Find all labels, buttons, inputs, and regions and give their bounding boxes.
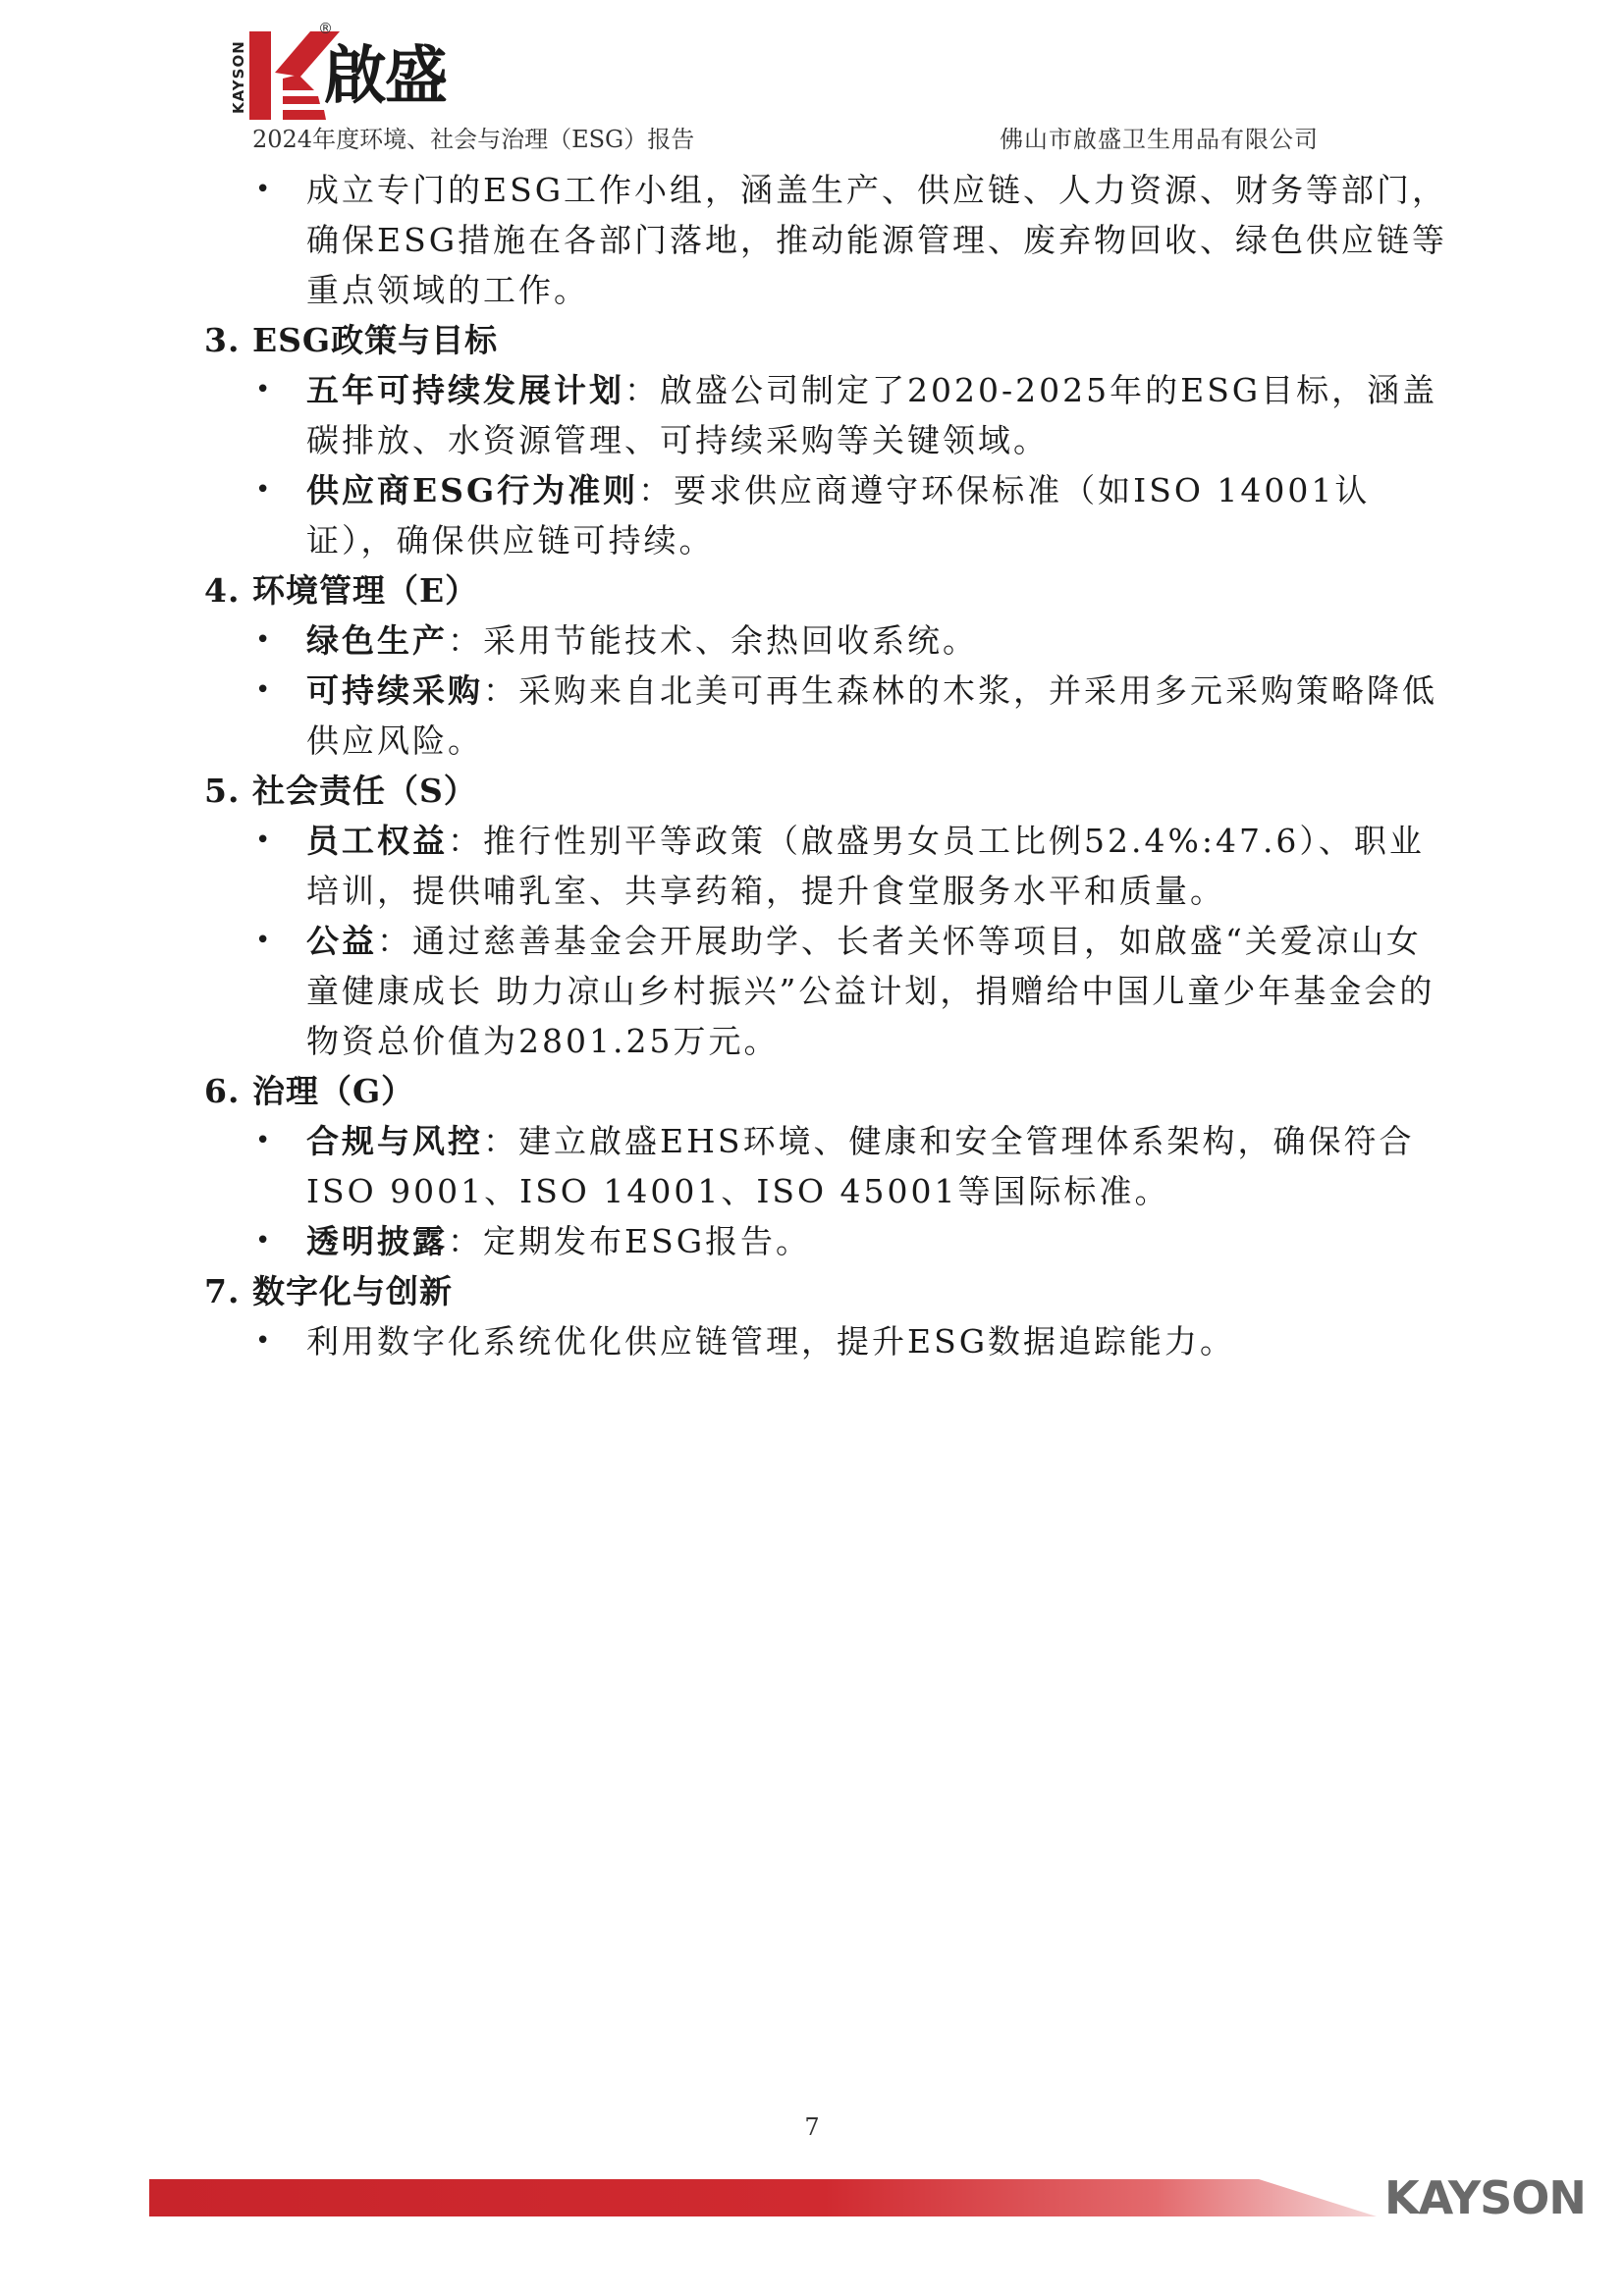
bullet-icon: • bbox=[255, 1326, 274, 1356]
item-text: ：啟盛公司制定了2020-2025年的ESG目标，涵盖碳排放、水资源管理、可持续采购等关键领域。 bbox=[306, 371, 1438, 459]
list-item bbox=[204, 615, 1451, 666]
bullet-icon: • bbox=[255, 1226, 274, 1255]
bullet-icon: • bbox=[255, 826, 274, 855]
footer-brand-logo: KAYSON bbox=[1384, 2171, 1586, 2224]
bullet-icon: • bbox=[255, 926, 274, 955]
company-name: 佛山市啟盛卫生用品有限公司 bbox=[1000, 126, 1319, 153]
item-text: ：采用节能技术、余热回收系统。 bbox=[448, 621, 978, 660]
item-text: ：采购来自北美可再生森林的木浆，并采用多元采购策略降低供应风险。 bbox=[306, 671, 1437, 760]
item-text: ：推行性别平等政策（啟盛男女员工比例52.4%:47.6）、职业培训，提供哺乳室、共享药箱，提升食堂服务水平和质量。 bbox=[306, 822, 1425, 910]
list-item bbox=[204, 1216, 1451, 1266]
page-number: 7 bbox=[804, 2113, 820, 2141]
bullet-icon: • bbox=[255, 375, 274, 404]
item-label: 透明披露 bbox=[306, 1222, 448, 1260]
list-item bbox=[204, 816, 1451, 916]
item-text: ：通过慈善基金会开展助学、长者关怀等项目，如啟盛“关爱凉山女童健康成长 助力凉山乡村振兴”公益计划，捐赠给中国儿童少年基金会的物资总价值为2801.25万元。 bbox=[306, 922, 1435, 1060]
item-label: 供应商ESG行为准则 bbox=[306, 471, 639, 509]
footer-bar bbox=[149, 2179, 1377, 2216]
brand-logo bbox=[228, 20, 483, 118]
list-item bbox=[204, 1116, 1451, 1216]
item-label: 可持续采购 bbox=[306, 671, 483, 710]
list-item bbox=[204, 165, 1451, 315]
section-title: 4. 环境管理（E） bbox=[204, 571, 479, 610]
item-label: 合规与风控 bbox=[306, 1122, 483, 1160]
item-text: ：定期发布ESG报告。 bbox=[448, 1222, 812, 1260]
section-title: 6. 治理（G） bbox=[204, 1072, 415, 1110]
bullet-icon: • bbox=[255, 625, 274, 655]
list-item bbox=[204, 666, 1451, 766]
list-item bbox=[204, 916, 1451, 1066]
item-text: 利用数字化系统优化供应链管理，提升ESG数据追踪能力。 bbox=[306, 1322, 1236, 1361]
item-label: 公益 bbox=[306, 922, 377, 960]
item-text: ：建立啟盛EHS环境、健康和安全管理体系架构，确保符合ISO 9001、ISO 14001、ISO 45001等国际标准。 bbox=[306, 1122, 1415, 1210]
item-label: 员工权益 bbox=[306, 822, 448, 860]
item-text: ：要求供应商遵守环保标准（如ISO 14001认证），确保供应链可持续。 bbox=[306, 471, 1371, 560]
list-item bbox=[204, 1316, 1451, 1366]
bullet-icon: • bbox=[255, 1126, 274, 1155]
list-item bbox=[204, 365, 1451, 465]
item-text: 成立专门的ESG工作小组，涵盖生产、供应链、人力资源、财务等部门，确保ESG措施在各部门落地，推动能源管理、废弃物回收、绿色供应链等重点领域的工作。 bbox=[306, 171, 1448, 309]
section-title: 3. ESG政策与目标 bbox=[204, 321, 499, 359]
bullet-icon: • bbox=[255, 475, 274, 505]
item-label: 绿色生产 bbox=[306, 621, 448, 660]
registered-mark: ® bbox=[318, 20, 333, 37]
section-title: 7. 数字化与创新 bbox=[204, 1272, 453, 1310]
bullet-icon: • bbox=[255, 675, 274, 705]
report-title: 2024年度环境、社会与治理（ESG）报告 bbox=[252, 126, 695, 153]
item-label: 五年可持续发展计划 bbox=[306, 371, 624, 409]
report-body bbox=[204, 165, 1451, 1366]
logo-vertical-text: KAYSON bbox=[230, 40, 247, 114]
list-item bbox=[204, 465, 1451, 565]
bullet-icon: • bbox=[255, 175, 274, 204]
logo-name: 啟盛 bbox=[324, 40, 446, 113]
section-title: 5. 社会责任（S） bbox=[204, 772, 477, 810]
